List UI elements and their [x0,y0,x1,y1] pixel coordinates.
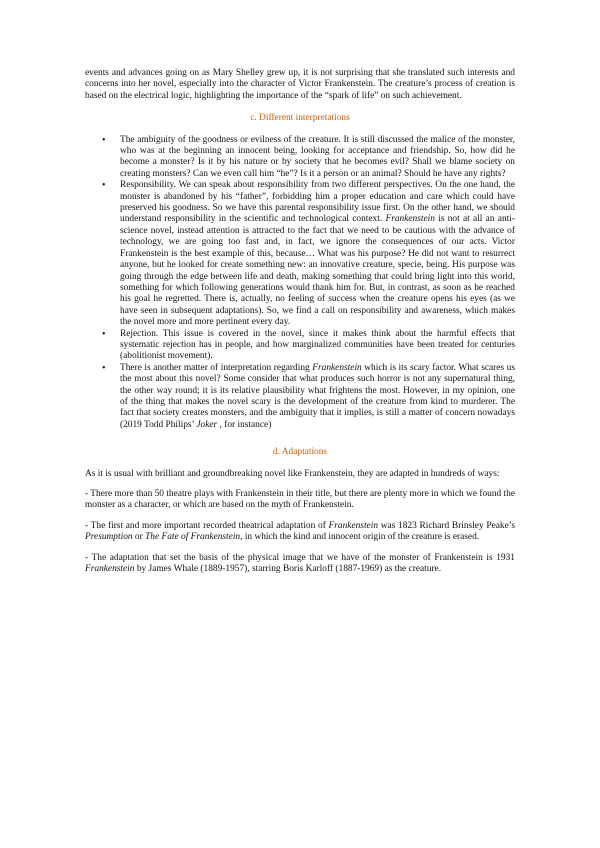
italic-title: Joker [196,419,218,430]
text-run: by James Whale (1889-1957), starring Boris Karloff (1887-1969) as the creature. [134,564,442,575]
text-run: , in which the kind and innocent origin of the creature is erased. [240,532,480,543]
text-run: - The adaptation that set the basis of the physical image that we have of the monster of Frankenstein is 1931 [85,552,515,563]
section-d-heading: d. Adaptations [272,447,328,458]
text-run: which is its scary factor. What scares us the most about this novel? Some consider that what produces such horror is not any supernatural thing, the other way round; it is its relative plausibility what frightens the most. However, in my opinion, one of the thing that makes the novel scary is the development of the creature from kind to murderer. The fact that society creates monsters, and the ambiguity that it implies, is still a matter of concern nowadays (2019 Todd Philips’ [120,362,515,430]
text-run: Responsibility. We can speak about responsibility from two different perspectives. On the one hand, the monster is abandoned by his “father”, forbidding him a proper education and care which could have preserved his goodness. So we have this parental responsibility issue first. On the other hand, we should understand responsibility in the scientific and technological context. [120,180,515,225]
bullet-scary-factor [85,363,515,431]
bullet-responsibility [85,180,515,328]
text-run: was 1823 Richard Brinsley Peake’s [378,520,515,531]
italic-title: Frankenstein [85,564,135,575]
italic-title: Frankenstein [328,520,379,531]
italic-title: Presumption [85,532,133,543]
interpretations-list [85,135,515,432]
section-c-heading: c. Different interpretations [250,113,350,124]
bullet-ambiguity: • The ambiguity of the goodness or evilness of the creature. It is still discussed the malice of the monster, who was at the beginning an innocent being, looking for acceptance and friendship. So, how did he become a monster? Is it by his nature or by society that he becomes evil? Shall we blame society on creating monsters? Can we even call him “he”? Is it a person or an animal? Should he have any rights? [85,135,515,181]
adaptation-presumption [85,521,515,544]
adaptation-theatre-plays: - There more than 50 theatre plays with Frankenstein in their title, but there are plenty more in which we found the monster as a character, or which are based on the myth of Frankenstein. [85,489,515,511]
adaptations-intro: As it is usual with brilliant and groundbreaking novel like Frankenstein, they are adapted in hundreds of ways: [85,468,500,479]
text-run: There is another matter of interpretation regarding [120,362,313,373]
intro-paragraph: events and advances going on as Mary Shelley grew up, it is not surprising that she translated such interests and concerns into her novel, especially into the character of Victor Frankenstein. The creature’s process of creation is based on the electrical logic, highlighting the importance of the “spark of life” on such achievement. [85,68,515,101]
adaptation-whale-film [85,553,515,576]
bullet-rejection: • Rejection. This issue is covered in the novel, since it makes think about the harmful effects that systematic rejection has in people, and how marginalized communities have been treated for centuries (abolitionist movement). [85,329,515,363]
italic-title: Frankenstein [385,214,435,225]
text-run: or [132,532,146,543]
text-run: is not at all an anti-science novel, instead attention is attracted to the fact that we need to be cautious with the advance of technology, we are going too fast and, in fact, we ignore the consequences of our acts. Victor Frankenstein is the best example of this, because… What was his purpose? He did not want to resurrect anyone, but he looked for create something new: an innovative creature, specie, being. His purpose was going through the edge between life and death, making something that could bring light into this world, something for which following generations would thank him for. But, in contrast, as soon as he reached his goal he regretted. There is, actually, no feeling of success when the creature opens his eyes (as we have seen in subsequent adaptations). So, we find a call on responsibility and awareness, which makes the novel more and more pertinent every day. [120,214,515,328]
italic-title: The Fate of Frankenstein [145,532,241,543]
text-run: , for instance) [217,419,272,430]
text-run: - The first and more important recorded theatrical adaptation of [85,520,329,531]
italic-title: Frankenstein [312,362,362,373]
document-page [85,68,515,584]
